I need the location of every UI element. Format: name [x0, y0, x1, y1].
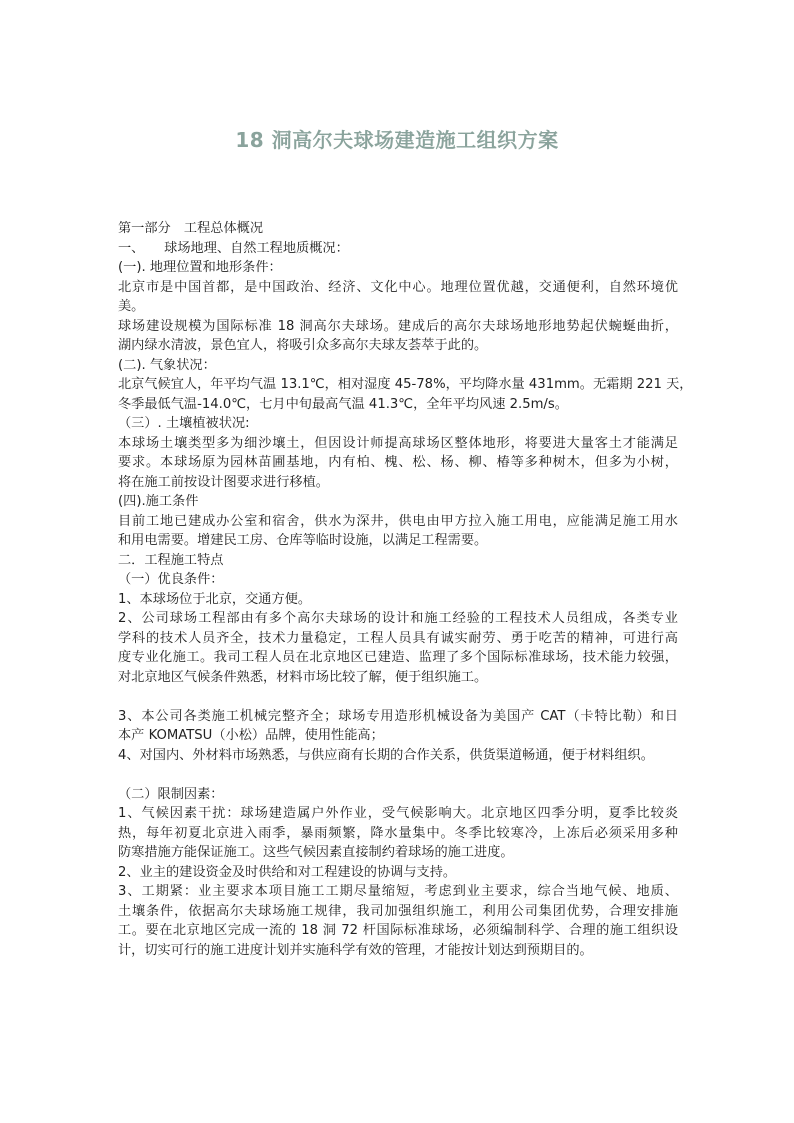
text-line: 冬季最低气温-14.0℃，七月中旬最高气温 41.3℃，全年平均风速 2.5m/s。	[118, 396, 568, 412]
document-title: 18 洞高尔夫球场建造施工组织方案	[235, 128, 559, 152]
text-line: 本产 KOMATSU（小松）品牌，使用性能高；	[118, 728, 384, 743]
blank-line	[118, 765, 678, 785]
paragraph	[118, 765, 678, 785]
paragraph	[118, 375, 693, 414]
text-line: 2、公司球场工程部由有多个高尔夫球场的设计和施工经验的工程技术人员组成，各类专业	[118, 611, 678, 626]
text-line: 3、工期紧：业主要求本项目施工工期尽量缩短，考虑到业主要求，综合当地气候、地质、	[118, 884, 678, 899]
text-line: 土壤条件，依据高尔夫球场施工规律，我司加强组织施工，利用公司集团优势，合理安排施	[118, 903, 678, 919]
paragraph	[118, 863, 678, 883]
paragraph	[118, 414, 678, 434]
paragraph	[118, 687, 678, 707]
paragraph	[118, 492, 678, 512]
text-line: (四).施工条件	[118, 494, 199, 509]
paragraph	[118, 707, 678, 746]
text-line: 和用电需要。增建民工房、仓库等临时设施，以满足工程需要。	[118, 533, 488, 548]
paragraph	[118, 239, 678, 259]
text-line: 湖内绿水清波，景色宜人，将吸引众多高尔夫球友荟萃于此的。	[118, 338, 488, 353]
text-line: 计，切实可行的施工进度计划并实施科学有效的管理，才能按计划达到预期目的。	[118, 942, 593, 958]
text-line: 3、本公司各类施工机械完整齐全；球场专用造形机械设备为美国产 CAT（卡特比勒）和日	[118, 708, 678, 724]
text-line: (一). 地理位置和地形条件：	[118, 260, 282, 275]
text-line: 1、气候因素干扰：球场建造属户外作业，受气候影响大。北京地区四季分明，夏季比较炎	[118, 806, 678, 821]
text-line: (二). 气象状况：	[118, 357, 216, 373]
text-line: 将在施工前按设计图要求进行移植。	[118, 474, 329, 490]
paragraph	[118, 278, 678, 317]
text-line: （三）. 土壤植被状况:	[118, 416, 250, 431]
paragraph	[118, 512, 678, 551]
text-line: 二．工程施工特点	[118, 552, 224, 568]
text-line: 热，每年初夏北京进入雨季，暴雨频繁，降水量集中。冬季比较寒冷，上冻后必须采用多种	[118, 825, 678, 841]
paragraph	[118, 356, 678, 376]
text-line: 4、对国内、外材料市场熟悉，与供应商有长期的合作关系，供货渠道畅通，便于材料组织。	[118, 747, 654, 763]
text-line: 目前工地已建成办公室和宿舍，供水为深井，供电由甲方拉入施工用电，应能满足施工用水	[118, 513, 678, 529]
blank-line	[118, 687, 678, 707]
text-line: 学科的技术人员齐全，技术力量稳定，工程人员具有诚实耐劳、勇于吃苦的精神，可进行高	[118, 630, 678, 646]
text-line: 要求。本球场原为园林苗圃基地，内有柏、槐、松、杨、柳、椿等多种树木，但多为小树，	[118, 455, 678, 470]
text-line: 对北京地区气候条件熟悉，材料市场比较了解，便于组织施工。	[118, 669, 488, 685]
text-line: （一）优良条件：	[118, 572, 224, 587]
text-line: 第一部分 工程总体概况	[118, 221, 264, 236]
text-line: 1、本球场位于北京，交通方便。	[118, 591, 312, 607]
paragraph	[118, 434, 678, 493]
text-line: 北京市是中国首都，是中国政治、经济、文化中心。地理位置优越，交通便利，自然环境优	[118, 279, 678, 295]
text-line: 2、业主的建设资金及时供给和对工程建设的协调与支持。	[118, 864, 457, 880]
text-line: 防寒措施方能保证施工。这些气候因素直接制约着球场的施工进度。	[118, 845, 514, 860]
paragraph	[118, 570, 678, 590]
text-line: 一、 球场地理、自然工程地质概况：	[118, 240, 349, 256]
paragraph	[118, 882, 678, 960]
paragraph	[118, 785, 678, 805]
text-line: 本球场土壤类型多为细沙壤土，但因设计师提高球场区整体地形，将要进大量客土才能满足	[118, 435, 678, 451]
paragraph	[118, 590, 678, 610]
paragraph	[118, 609, 678, 687]
paragraph	[118, 551, 678, 571]
paragraph	[118, 317, 678, 356]
text-line: （二）限制因素：	[118, 786, 224, 802]
paragraph	[118, 804, 678, 863]
text-line: 美。	[118, 299, 145, 314]
text-line: 球场建设规模为国际标准 18 洞高尔夫球场。建成后的高尔夫球场地形地势起伏蜿蜒曲折，	[118, 318, 678, 334]
text-line: 北京气候宜人，年平均气温 13.1℃，相对湿度 45-78%，平均降水量 431mm。无霜期 221 天，	[118, 377, 693, 392]
document-body	[118, 219, 693, 960]
text-line: 工。要在北京地区完成一流的 18 洞 72 杆国际标准球场，必须编制科学、合理的施工组织设	[118, 923, 678, 938]
paragraph	[118, 219, 678, 239]
paragraph	[118, 746, 678, 766]
text-line: 度专业化施工。我司工程人员在北京地区已建造、监理了多个国际标准球场，技术能力较强，	[118, 650, 678, 665]
paragraph	[118, 258, 678, 278]
